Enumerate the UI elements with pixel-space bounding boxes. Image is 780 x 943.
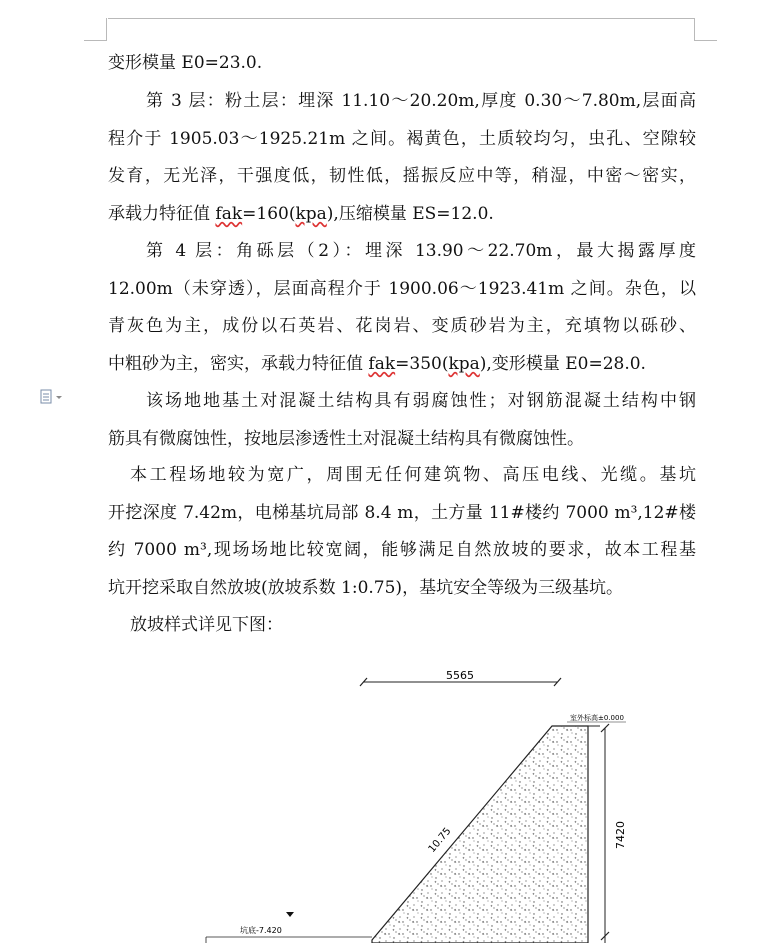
text-run: ),变形模量 E0=28.0.: [479, 353, 646, 374]
text-line: 约 7000 m³,现场场地比较宽阔，能够满足自然放坡的要求，故本工程基: [108, 540, 696, 560]
paragraph-figure-ref: [108, 607, 696, 645]
slope-diagram: [0, 640, 780, 943]
text-line: 放坡样式详见下图：: [130, 615, 283, 635]
text-line: 12.00m（未穿透），层面高程介于 1900.06～1923.41m 之间。杂色，以: [108, 278, 696, 299]
spellcheck-word[interactable]: kpa: [448, 353, 480, 374]
bottom-elevation-label: 坑底-7.420: [240, 926, 282, 935]
text-line: 发育，无光泽，干强度低，韧性低，摇振反应中等，稍湿，中密～密实，: [108, 166, 696, 186]
soil-slope-body: [372, 726, 588, 943]
paragraph-layer-3: [108, 83, 696, 233]
text-line: [108, 346, 696, 384]
height-dimension: [601, 724, 627, 943]
paragraph-modulus: [108, 45, 696, 83]
spellcheck-word[interactable]: kpa: [295, 203, 327, 224]
height-label: 7420: [614, 821, 627, 849]
text-line: 该场地地基土对混凝土结构具有弱腐蚀性；对钢筋混凝土结构中钢: [146, 391, 696, 411]
text-line: 本工程场地较为宽广，周围无任何建筑物、高压电线、光缆。基坑: [130, 465, 696, 485]
text-run: 承载力特征值: [108, 203, 216, 224]
text-run: =160(: [242, 203, 296, 224]
spellcheck-word[interactable]: fak: [368, 353, 396, 374]
top-dimension: [360, 669, 561, 686]
text-line: 第 3 层：粉土层：埋深 11.10～20.20m,厚度 0.30～7.80m,层面高: [146, 91, 696, 111]
text-run: 中粗砂为主，密实，承载力特征值: [108, 353, 369, 374]
page-corner-mark: [694, 18, 717, 41]
text-line: 开挖深度 7.42m，电梯基坑局部 8.4 m，土方量 11#楼约 7000 m³,12#楼: [108, 502, 696, 523]
text-line: 筋具有微腐蚀性，按地层渗透性土对混凝土结构具有微腐蚀性。: [108, 428, 584, 449]
slope-label: 10.75: [426, 825, 454, 855]
elevation-marker-icon: [286, 912, 294, 917]
text-line: 坑开挖采取自然放坡(放坡系数 1:0.75)，基坑安全等级为三级基坑。: [108, 577, 624, 598]
document-icon[interactable]: [40, 389, 64, 405]
text-line: 青灰色为主，成份以石英岩、花岗岩、变质砂岩为主，充填物以砾砂、: [108, 316, 696, 336]
paragraph-corrosion: [108, 383, 696, 458]
text-line: 变形模量 E0=23.0.: [108, 53, 263, 73]
top-width-label: 5565: [446, 669, 474, 682]
paragraph-layer-4: [108, 233, 696, 383]
text-run: =350(: [395, 353, 449, 374]
page-header-line: [108, 18, 694, 39]
spellcheck-word[interactable]: fak: [215, 203, 243, 224]
page-corner-mark: [84, 18, 107, 41]
text-run: ),压缩模量 ES=12.0.: [326, 203, 494, 224]
text-line: 第 4 层：角砾层（2）：埋深 13.90～22.70m，最大揭露厚度: [146, 241, 696, 261]
text-line: 程介于 1905.03～1925.21m 之间。褐黄色，土质较均匀，虫孔、空隙较: [108, 128, 696, 149]
text-line: [108, 196, 696, 234]
top-elevation-label: 室外标高±0.000: [570, 714, 624, 722]
paragraph-site: [108, 457, 696, 607]
